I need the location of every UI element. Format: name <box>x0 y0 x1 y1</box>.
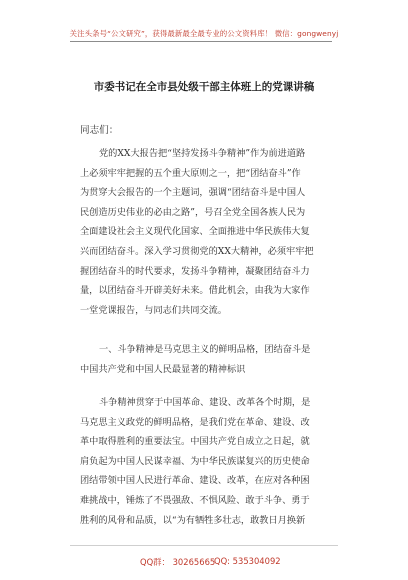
text-line: 上必须牢牢把握的五个重大原则之一，把“团结奋斗”作 <box>80 167 301 179</box>
text-line: 握团结奋斗的时代要求，发扬斗争精神，凝聚团结奋斗力 <box>80 265 310 277</box>
footer-qq-group: QQ群： 30265665 <box>140 557 216 567</box>
text-line: 全面建设社会主义现代化国家、全面推进中华民族伟大复 <box>80 226 310 238</box>
paragraph-1 <box>80 144 336 320</box>
section-1-heading <box>80 340 336 379</box>
salutation: 同志们： <box>80 125 119 136</box>
text-line: 马克思主义政党的鲜明品格，是我们党在革命、建设、改 <box>80 416 310 428</box>
paragraph-2 <box>80 393 336 530</box>
footer-qq-number: QQ: 535304092 <box>214 556 281 566</box>
text-line: 党的XX大报告把“坚持发扬斗争精神”作为前进道路 <box>99 148 306 159</box>
text-line: 难挑战中，锤炼了不畏强敌、不惧风险、敢于斗争、勇于 <box>80 494 310 506</box>
footer-divider <box>70 545 338 546</box>
text-line: 胜利的风骨和品质，以“为有牺牲多壮志，敢教日月换新 <box>80 514 306 526</box>
text-line: 民创造历史伟业的必由之路”，号召全党全国各族人民为 <box>80 206 306 218</box>
text-line: 为贯穿大会报告的一个主题词，强调“团结奋斗是中国人 <box>80 187 306 199</box>
document-title: 市委书记在全市县处级干部主体班上的党课讲稿 <box>93 81 315 93</box>
text-line: 量，以团结奋斗开辟美好未来。借此机会，由我为大家作 <box>80 285 310 297</box>
text-line: 革中取得胜利的重要法宝。中国共产党自成立之日起，就 <box>80 436 310 448</box>
text-line: 一堂党课报告，与同志们共同交流。 <box>80 304 227 316</box>
text-line: 兴而团结奋斗。深入学习贯彻党的XX大精神，必须牢牢把 <box>80 245 314 257</box>
text-line: 斗争精神贯穿于中国革命、建设、改革各个时期，是 <box>99 397 311 408</box>
header-banner: 关注头条号“公文研究”，获得最新最全最专业的公文资料库！ 微信：gongwenyj <box>69 29 339 38</box>
text-line: 团结带领中国人民进行革命、建设、改革，在应对各种困 <box>80 475 310 487</box>
header-divider <box>70 41 332 42</box>
text-line: 肩负起为中国人民谋幸福、为中华民族谋复兴的历史使命 <box>80 455 310 467</box>
heading-line: 中国共产党和中国人民最显著的精神标识 <box>80 363 246 375</box>
heading-line: 一、斗争精神是马克思主义的鲜明品格，团结奋斗是 <box>99 344 311 355</box>
